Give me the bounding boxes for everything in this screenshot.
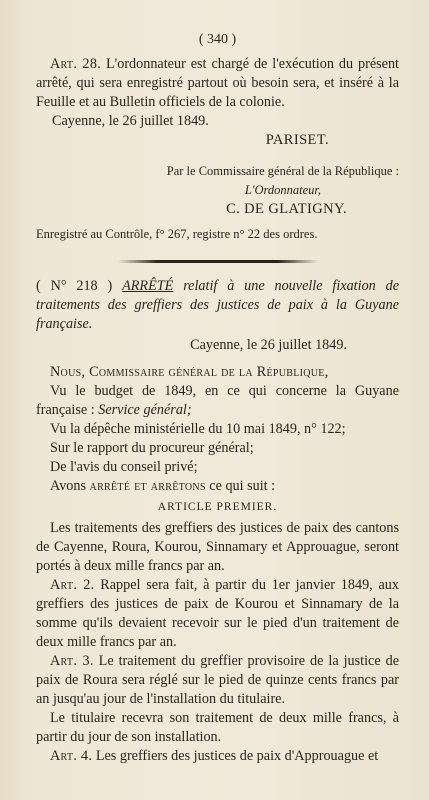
separator-rule (118, 260, 318, 263)
ce-qui-suit: ce qui suit : (209, 478, 276, 494)
article-3-b: Le titulaire recevra son traitement de deux mille francs, à partir du jour de son installation. (36, 710, 399, 745)
vu-budget-text: Vu le budget de 1849, en ce qui concerne la Guyane française : (36, 383, 399, 418)
decree-title-head: ARRÊTÉ (122, 278, 174, 294)
enregistrement-note: Enregistré au Contrôle, f° 267, registre n° 22 des ordres. (36, 227, 318, 241)
sur-rapport: Sur le rapport du procureur général; (50, 440, 254, 456)
signer-pariset: PARISET. (265, 132, 329, 148)
article-premier-heading: ARTICLE PREMIER. (157, 501, 278, 513)
article-28 (36, 55, 399, 112)
article-4-label: Art. 4. (50, 748, 93, 764)
vu-budget (36, 382, 399, 420)
vu-depeche: Vu la dépêche ministérielle du 10 mai 1849, n° 122; (50, 421, 346, 437)
article-2-text: Rappel sera fait, à partir du 1er janvier 1849, aux greffiers des justices de paix de Kourou et Sinnamary de la somme qu'ils devaient recevoir sur le pied d'un traitement de deux mille francs par an. (36, 577, 399, 650)
decree-number: ( N° 218 ) (36, 278, 113, 294)
article-3 (36, 652, 399, 709)
signer-glatigny: C. DE GLATIGNY. (226, 201, 347, 217)
page-number: ( 340 ) (198, 32, 237, 47)
article-28-label: Art. 28. (50, 56, 102, 72)
article-1: Les traitements des greffiers des justices de paix des cantons de Cayenne, Roura, Kourou, Sinnamary et Approuague, seront portés à deux mille francs par an. (36, 520, 399, 574)
article-3-label: Art. 3. (50, 653, 94, 669)
vu-budget-service: Service général; (98, 402, 192, 418)
decree-title-rest: relatif à une nouvelle fixation de traitements des greffiers des justices de paix à la Guyane française. (36, 278, 399, 332)
article-28-text: L'ordonnateur est chargé de l'exécution du présent arrêté, qui sera enregistré partout où besoin sera, et inséré à la Feuille et au Bulletin officiels de la colonie. (36, 56, 399, 110)
avons-label: Avons (50, 478, 86, 494)
article-4 (36, 747, 399, 766)
arrete-arretons: arrêté et arrêtons (89, 478, 206, 494)
place-date-1: Cayenne, le 26 juillet 1849. (52, 113, 209, 129)
article-2-label: Art. 2. (50, 577, 95, 593)
avons-arrete (36, 477, 399, 496)
nous-commissaire: Nous, Commissaire général de la République, (50, 364, 329, 380)
article-2 (36, 576, 399, 652)
place-date-2: Cayenne, le 26 juillet 1849. (190, 337, 347, 353)
article-4-text: Les greffiers des justices de paix d'Approuague et (95, 748, 379, 764)
ordonnateur-title: L'Ordonnateur, (244, 183, 321, 197)
article-3-text: Le traitement du greffier provisoire de la justice de paix de Roura sera réglé sur le pied de quinze cents francs par an jusqu'au jour de l'installation du titulaire. (36, 653, 399, 707)
avis-conseil: De l'avis du conseil privé; (50, 459, 198, 475)
par-le-commissaire: Par le Commissaire général de la République : (166, 164, 399, 178)
decree-title (36, 277, 399, 334)
